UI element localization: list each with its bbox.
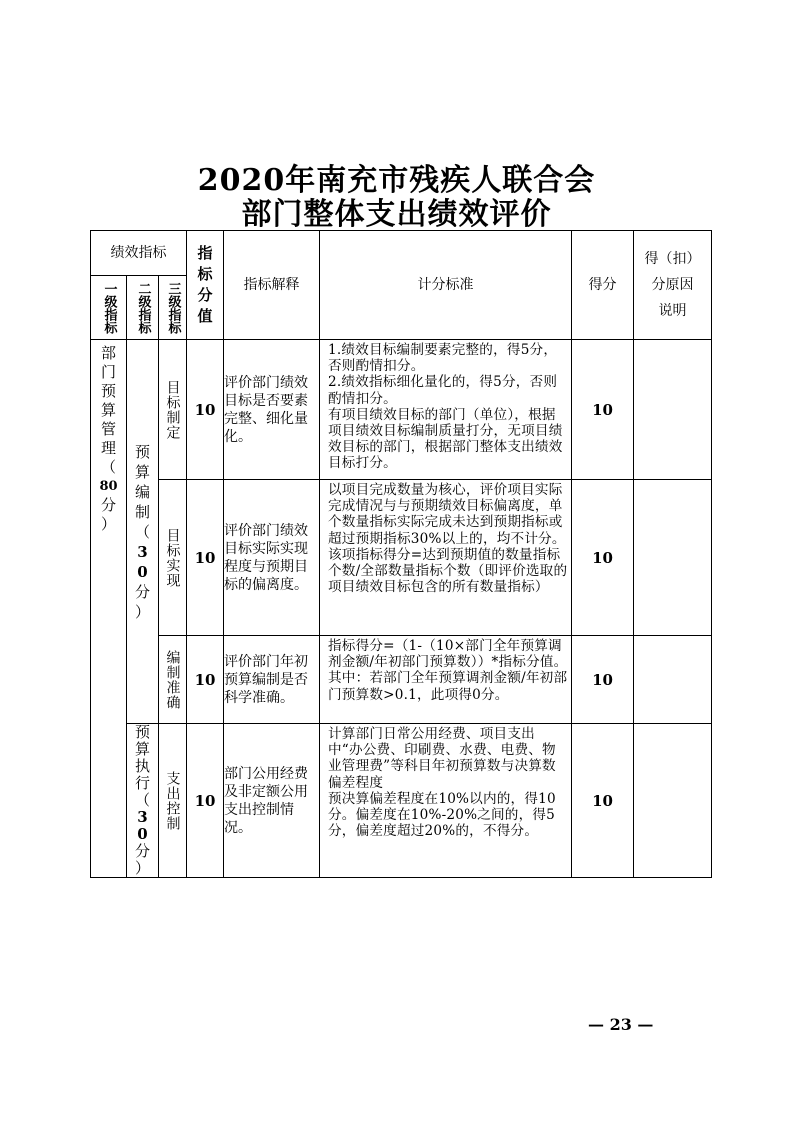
header-criteria: 计分标准 [320,231,572,340]
level3-cell: 支出控制 [159,724,187,878]
table-row [91,340,712,480]
table-row [91,636,712,724]
performance-evaluation-table [90,230,712,878]
header-weight: 指 标 分 值 [187,231,224,340]
reason-cell [634,340,712,480]
weight-cell: 10 [187,636,224,724]
table-row [91,480,712,636]
level2-cell-budget-exec: 预 算 执 行 （ 3 0 分 ） [127,724,159,878]
header-row-1 [91,231,712,276]
level3-cell: 编制准确 [159,636,187,724]
header-level1: 一级指标 [91,276,127,340]
score-cell: 10 [572,636,634,724]
criteria-cell: 1.绩效目标编制要素完整的，得5分，否则酌情扣分。 2.绩效指标细化量化的，得5分，否则酌情扣分。 有项目绩效目标的部门（单位），根据项目绩效目标编制质量打分，无项目绩效目标的部门，根据部门整体支出绩效目标打分。 [320,340,572,480]
level2-cell-budget-prep: 预 算 编 制 （ 3 0 分 ） [127,340,159,724]
level1-cell: 部 门 预 算 管 理 （ 80 分 ） [91,340,127,878]
header-indicator-group: 绩效指标 [91,231,187,276]
score-cell: 10 [572,724,634,878]
document-title-line2: 部门整体支出绩效评价 [241,197,552,232]
header-explanation: 指标解释 [224,231,320,340]
page-number: — 23 — [588,1015,654,1034]
level3-cell: 目标实现 [159,480,187,636]
weight-cell: 10 [187,724,224,878]
explanation-cell: 评价部门年初预算编制是否科学准确。 [224,636,320,724]
level3-cell: 目标制定 [159,340,187,480]
explanation-cell: 评价部门绩效目标是否要素完整、细化量化。 [224,340,320,480]
explanation-cell: 部门公用经费及非定额公用支出控制情况。 [224,724,320,878]
reason-cell [634,480,712,636]
header-level3: 三级指标 [159,276,187,340]
document-title-line1: 2020年南充市残疾人联合会 [197,163,596,198]
header-reason: 得（扣） 分原因 说明 [634,231,712,340]
reason-cell [634,636,712,724]
table-row [91,724,712,878]
explanation-cell: 评价部门绩效目标实际实现程度与预期目标的偏离度。 [224,480,320,636]
header-score: 得分 [572,231,634,340]
score-cell: 10 [572,480,634,636]
reason-cell [634,724,712,878]
weight-cell: 10 [187,480,224,636]
header-level2: 二级指标 [127,276,159,340]
criteria-cell: 以项目完成数量为核心，评价项目实际完成情况与与预期绩效目标偏离度，单个数量指标实际完成未达到预期指标或超过预期指标30%以上的，均不计分。该项指标得分=达到预期值的数量指标个数/全部数量指标个数（即评价选取的项目绩效目标包含的所有数量指标） [320,480,572,636]
weight-cell: 10 [187,340,224,480]
criteria-cell: 指标得分=（1-（10×部门全年预算调剂金额/年初部门预算数））*指标分值。其中：若部门全年预算调剂金额/年初部门预算数>0.1，此项得0分。 [320,636,572,724]
score-cell: 10 [572,340,634,480]
criteria-cell: 计算部门日常公用经费、项目支出中“办公费、印刷费、水费、电费、物业管理费”等科目年初预算数与决算数偏差程度 预决算偏差程度在10%以内的，得10分。偏差度在10%-20%之间的，得5分，偏差度超过20%的，不得分。 [320,724,572,878]
